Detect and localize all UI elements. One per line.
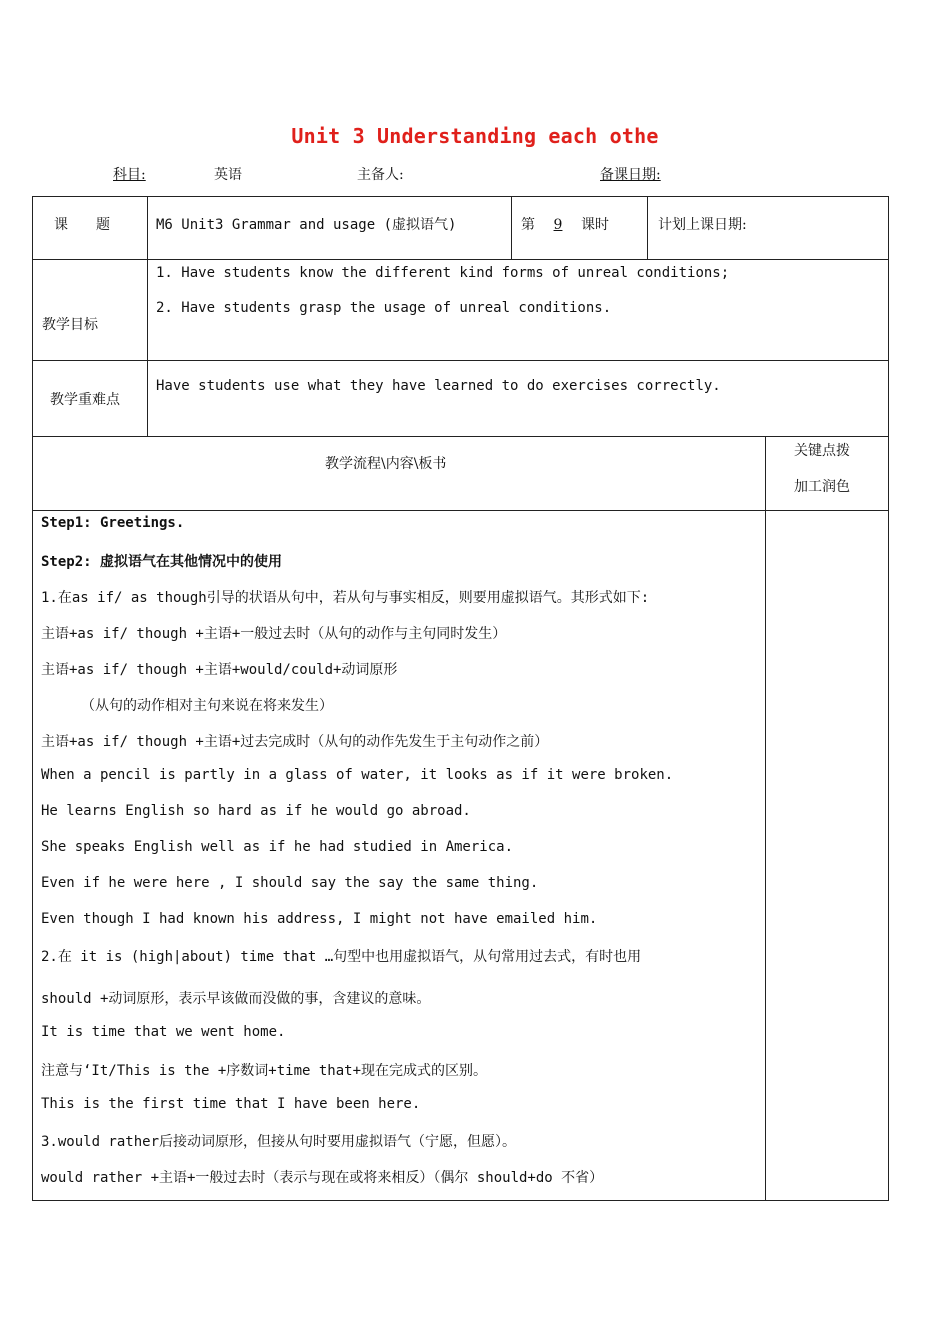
divider	[147, 196, 148, 437]
content-line: Even if he were here , I should say the say the same thing.	[41, 875, 539, 891]
key-notes-header-line1: 关键点拨	[794, 443, 850, 459]
content-line: When a pencil is partly in a glass of water, it looks as if it were broken.	[41, 767, 674, 783]
divider	[511, 196, 512, 260]
goal-item: 2. Have students grasp the usage of unreal conditions.	[156, 300, 612, 316]
content-line: 3.would rather后接动词原形，但接从句时要用虚拟语气（宁愿，但愿）。	[41, 1134, 517, 1150]
step2-heading: Step2: 虚拟语气在其他情况中的使用	[41, 554, 283, 570]
lesson-number-field: 第 9 课时	[521, 217, 609, 233]
goal-item: 1. Have students know the different kind forms of unreal conditions;	[156, 265, 730, 281]
content-line: 主语+as if/ though +主语+一般过去时（从句的动作与主句同时发生）	[41, 626, 507, 642]
host-label: 主备人:	[357, 167, 404, 183]
content-line: She speaks English well as if he had studied in America.	[41, 839, 514, 855]
divider	[32, 510, 889, 511]
content-line: Even though I had known his address, I might not have emailed him.	[41, 911, 598, 927]
content-line: This is the first time that I have been here.	[41, 1096, 421, 1112]
content-line: would rather +主语+一般过去时（表示与现在或将来相反）（偶尔 should+do 不省）	[41, 1170, 604, 1186]
key-notes-header-line2: 加工润色	[794, 479, 850, 495]
content-line: 主语+as if/ though +主语+过去完成时（从句的动作先发生于主句动作之前）	[41, 734, 549, 750]
divider	[32, 259, 889, 260]
document-title: Unit 3 Understanding each othe	[291, 124, 659, 148]
flow-header: 教学流程\内容\板书	[325, 456, 447, 472]
divider	[32, 360, 889, 361]
content-line: 2.在 it is (high|about) time that …句型中也用虚拟语气，从句常用过去式，有时也用	[41, 949, 642, 965]
prep-date-label: 备课日期:	[600, 167, 661, 183]
topic-value: M6 Unit3 Grammar and usage (虚拟语气)	[156, 217, 457, 233]
key-points-label: 教学重难点	[50, 392, 120, 408]
key-points-value: Have students use what they have learned to do exercises correctly.	[156, 378, 721, 394]
divider	[647, 196, 648, 260]
subject-label: 科目:	[113, 167, 146, 183]
subject-value: 英语	[214, 167, 242, 183]
step1-heading: Step1: Greetings.	[41, 515, 185, 531]
goals-label: 教学目标	[42, 317, 98, 333]
content-line: 注意与‘It/This is the +序数词+time that+现在完成式的区别。	[41, 1063, 488, 1079]
content-line: He learns English so hard as if he would go abroad.	[41, 803, 471, 819]
topic-label: 课 题	[54, 217, 110, 233]
content-line: It is time that we went home.	[41, 1024, 286, 1040]
content-line: should +动词原形，表示早该做而没做的事，含建议的意味。	[41, 991, 431, 1007]
content-line: 主语+as if/ though +主语+would/could+动词原形	[41, 662, 398, 678]
content-line: （从句的动作相对主句来说在将来发生）	[81, 698, 333, 714]
content-line: 1.在as if/ as though引导的状语从句中，若从句与事实相反，则要用虚拟语气。其形式如下:	[41, 590, 650, 606]
divider	[765, 436, 766, 1201]
plan-date-label: 计划上课日期:	[658, 217, 747, 233]
